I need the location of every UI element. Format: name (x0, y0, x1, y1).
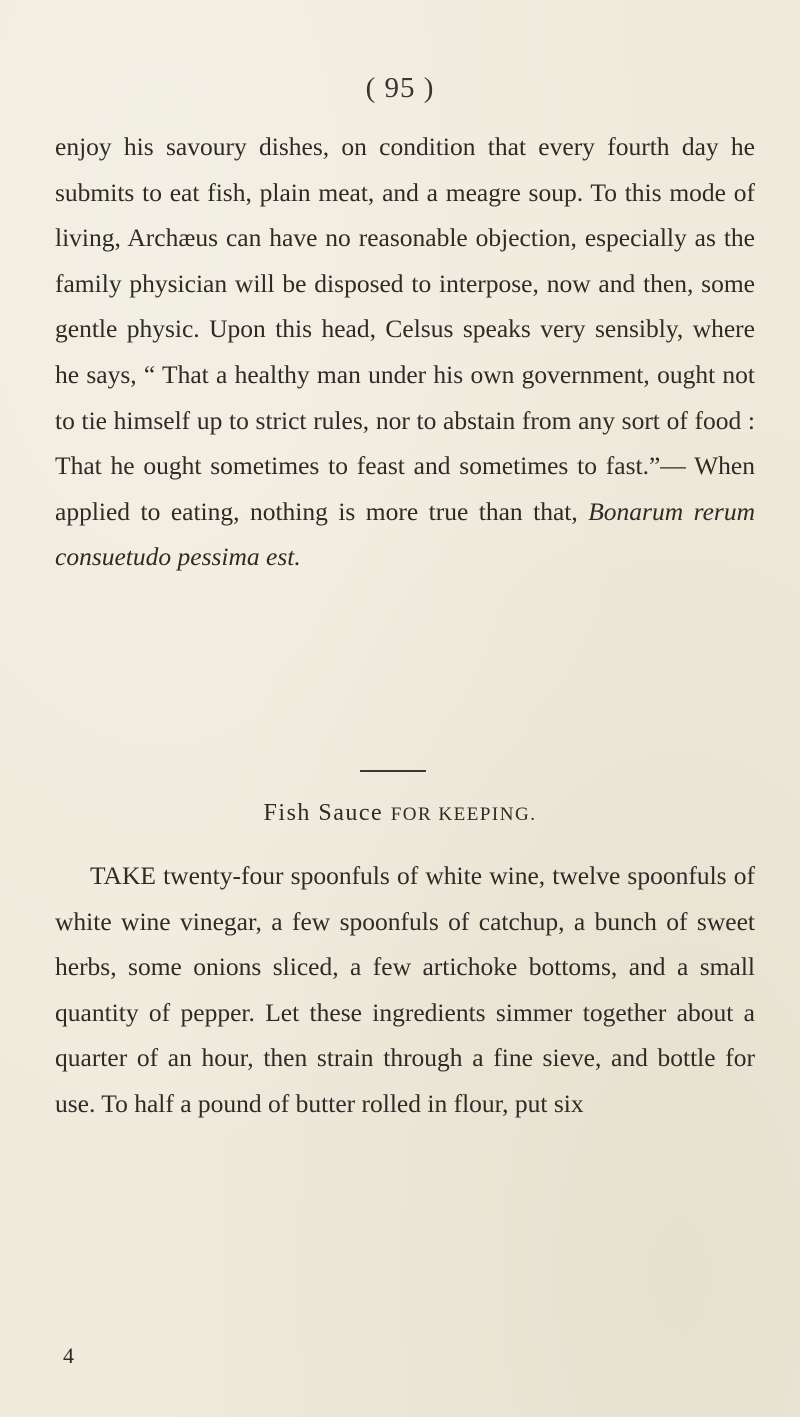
paragraph-text: enjoy his savoury dishes, on condition that every fourth day he submits to eat fish, plain meat, and a meagre soup. To this mode of living, Archæus can have no reasonable objection, especially as the family physician will be disposed to interpose, now and then, some gentle physic. Upon this head, Celsus speaks very sensibly, where he says, “ That a healthy man under his own government, ought not to tie himself up to strict rules, nor to abstain from any sort of food : That he ought sometimes to feast and sometimes to fast.”— When applied to eating, nothing is more true than that, (55, 132, 755, 526)
recipe-heading-rest: FOR KEEPING. (390, 804, 537, 825)
section-divider (360, 770, 426, 772)
recipe-heading (0, 800, 800, 827)
latin-quote: Bonarum rerum consuetudo pessima est. (55, 496, 755, 572)
recipe-heading-main: Fish Sauce (263, 800, 391, 826)
recipe-paragraph: TAKE twenty-four spoonfuls of white wine, twelve spoonfuls of white wine vinegar, a few spoonfuls of catchup, a bunch of sweet herbs, some onions sliced, a few artichoke bottoms, and a small quantity of pepper. Let these ingredients simmer together about a quarter of an hour, then strain through a fine sieve, and bottle for use. To half a pound of butter rolled in flour, put six (55, 861, 755, 1118)
paragraph-celsus (55, 124, 755, 580)
page-number: ( 95 ) (365, 72, 435, 104)
signature-mark: 4 (63, 1343, 74, 1368)
